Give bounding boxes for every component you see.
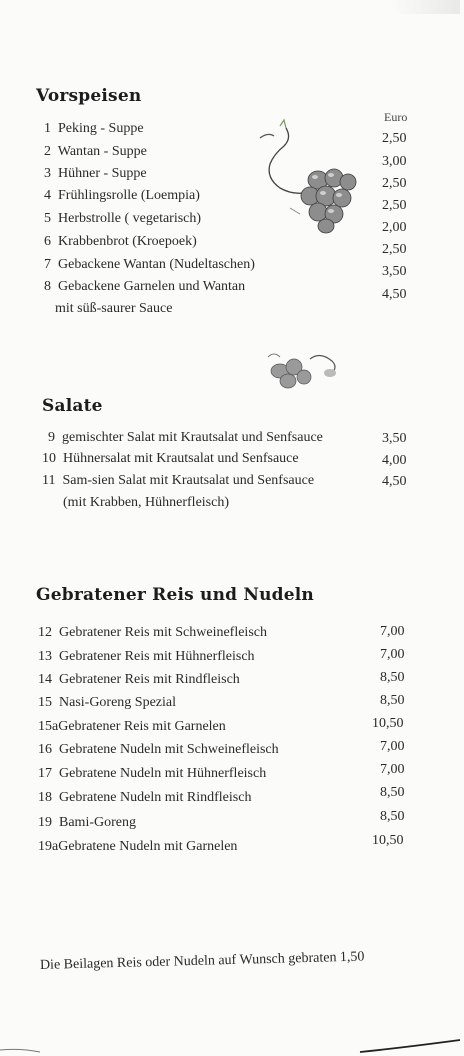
item-price: 7,00: [380, 647, 405, 662]
item-name: Gebratener Reis mit Rindfleisch: [59, 672, 240, 687]
item-price: 2,50: [382, 242, 407, 257]
menu-item: [44, 278, 245, 296]
item-number: 11: [42, 473, 56, 488]
menu-item: [38, 814, 136, 832]
menu-item: [42, 450, 299, 468]
menu-item: [44, 165, 147, 183]
item-name: Gebratene Nudeln mit Schweinefleisch: [59, 742, 279, 757]
item-price: 2,50: [382, 131, 407, 146]
item-name: Nasi-Goreng Spezial: [59, 695, 177, 710]
item-price: 10,50: [372, 833, 404, 848]
item-number: 12: [38, 625, 52, 640]
item-price: 7,00: [380, 739, 405, 754]
top-corner-smudge: [390, 0, 460, 14]
item-name: Krabbenbrot (Kroepoek): [58, 234, 197, 249]
item-number: 15a: [38, 719, 59, 734]
item-name: Gebratener Reis mit Hühnerfleisch: [59, 649, 255, 664]
item-number: 15: [38, 695, 52, 710]
item-number: 14: [38, 672, 52, 687]
menu-item: [38, 789, 251, 807]
item-number: 5: [44, 211, 51, 226]
menu-item: [44, 256, 255, 274]
menu-item: [44, 210, 201, 228]
item-name: Peking - Suppe: [58, 121, 144, 136]
item-name: Hühner - Suppe: [58, 166, 147, 181]
item-price: 8,50: [380, 809, 405, 824]
menu-item: [42, 472, 314, 490]
item-number: 17: [38, 766, 52, 781]
item-price: 3,50: [382, 264, 407, 279]
item-name: Frühlingsrolle (Loempia): [58, 188, 200, 203]
item-price: 4,50: [382, 474, 407, 489]
item-price: 4,50: [382, 287, 407, 302]
item-price: 10,50: [372, 716, 404, 731]
menu-item: [38, 624, 267, 642]
item-price: 4,00: [382, 453, 407, 468]
menu-item: [38, 694, 176, 712]
item-price: 8,50: [380, 785, 405, 800]
item-price: 7,00: [380, 762, 405, 777]
section-title-reis-nudeln: Gebratener Reis und Nudeln: [36, 585, 314, 605]
ornament-illustration: [258, 343, 348, 393]
item-name: Hühnersalat mit Krautsalat und Senfsauce: [63, 451, 299, 466]
menu-item: [44, 233, 197, 251]
item-price: 3,00: [382, 154, 407, 169]
section-title-vorspeisen: Vorspeisen: [36, 86, 142, 106]
menu-item: [38, 648, 255, 666]
item-name: Herbstrolle ( vegetarisch): [58, 211, 202, 226]
item-number: 10: [42, 451, 56, 466]
item-number: 9: [48, 430, 55, 445]
item-name: Wantan - Suppe: [57, 144, 147, 159]
item-number: 1: [44, 121, 51, 136]
item-price: 8,50: [380, 670, 405, 685]
item-number: 6: [44, 234, 51, 249]
menu-item-continuation: (mit Krabben, Hühnerfleisch): [63, 495, 229, 510]
item-price: 2,50: [382, 176, 407, 191]
item-number: 16: [38, 742, 52, 757]
item-name: Gebratener Reis mit Schweinefleisch: [59, 625, 267, 640]
menu-item: [44, 187, 200, 205]
item-number: 7: [44, 257, 51, 272]
menu-item: [38, 765, 266, 783]
item-name: Gebratener Reis mit Garnelen: [58, 719, 226, 734]
item-number: 13: [38, 649, 52, 664]
item-price: 3,50: [382, 431, 407, 446]
bottom-pen-strokes: [0, 1030, 464, 1056]
item-name: Gebackene Garnelen und Wantan: [58, 279, 246, 294]
item-name: Gebratene Nudeln mit Hühnerfleisch: [59, 766, 267, 781]
menu-item: [38, 741, 279, 759]
item-name: Bami-Goreng: [59, 815, 136, 830]
menu-item: [44, 143, 147, 161]
section-title-salate: Salate: [42, 396, 103, 416]
item-number: 19: [38, 815, 52, 830]
item-price: 2,50: [382, 198, 407, 213]
item-number: 2: [44, 144, 51, 159]
menu-item: [38, 671, 240, 689]
item-number: 3: [44, 166, 51, 181]
grape-illustration: [250, 118, 370, 238]
item-number: 18: [38, 790, 52, 805]
menu-item: [48, 429, 323, 447]
item-price: 8,50: [380, 693, 405, 708]
item-price: 7,00: [380, 624, 405, 639]
item-number: 8: [44, 279, 51, 294]
menu-item-continuation: mit süß-saurer Sauce: [55, 301, 173, 316]
item-name: gemischter Salat mit Krautsalat und Senfsauce: [62, 430, 323, 445]
side-dish-note: Die Beilagen Reis oder Nudeln auf Wunsch gebraten 1,50: [39, 949, 365, 973]
item-number: 19a: [38, 839, 59, 854]
currency-label: Euro: [384, 110, 408, 124]
item-name: Gebratene Nudeln mit Garnelen: [58, 839, 238, 854]
item-name: Gebratene Nudeln mit Rindfleisch: [59, 790, 252, 805]
item-price: 2,00: [382, 220, 407, 235]
menu-item: [38, 838, 237, 856]
menu-item: [38, 718, 226, 736]
item-name: Sam-sien Salat mit Krautsalat und Senfsauce: [62, 473, 315, 488]
item-number: 4: [44, 188, 51, 203]
item-name: Gebackene Wantan (Nudeltaschen): [58, 257, 255, 272]
menu-item: [44, 120, 144, 138]
